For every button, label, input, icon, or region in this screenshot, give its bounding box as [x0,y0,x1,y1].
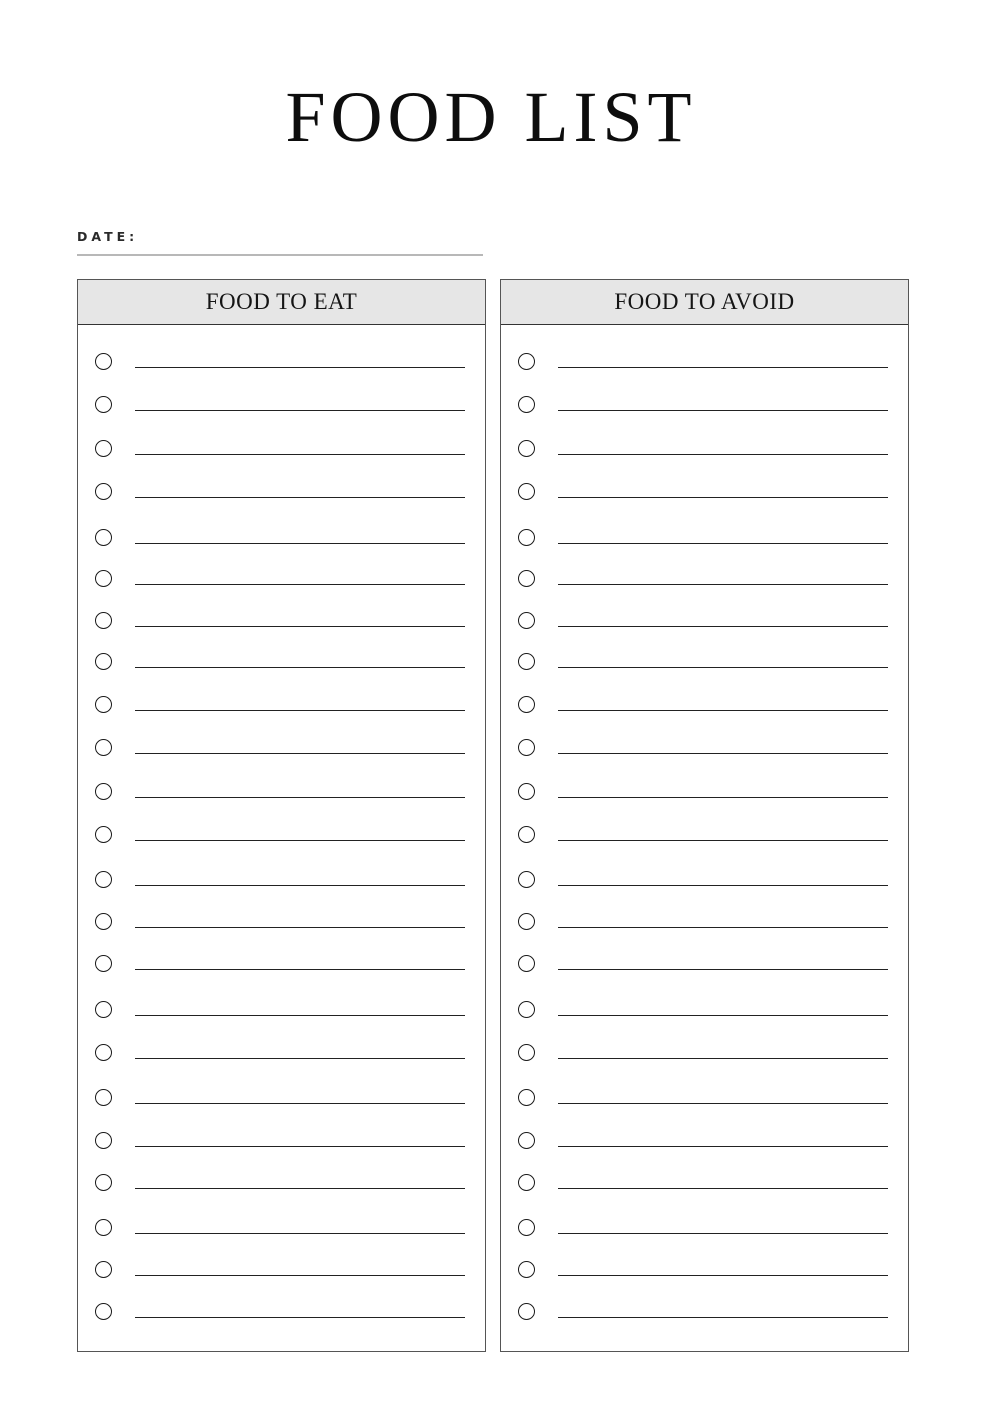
write-in-line[interactable] [135,367,465,368]
food-to-avoid-list [501,280,908,1351]
checkbox-circle[interactable] [518,440,535,457]
checkbox-circle[interactable] [518,955,535,972]
write-in-line[interactable] [558,410,888,411]
list-item [501,739,908,769]
checkbox-circle[interactable] [95,1001,112,1018]
list-item [501,570,908,600]
list-item [501,483,908,513]
list-item [501,913,908,943]
list-item [501,1001,908,1031]
checkbox-circle[interactable] [518,826,535,843]
checkbox-circle[interactable] [95,1089,112,1106]
write-in-line[interactable] [135,1317,465,1318]
list-item [78,483,485,513]
date-label: DATE: [77,229,139,244]
write-in-line[interactable] [558,969,888,970]
checkbox-circle[interactable] [518,913,535,930]
list-item [78,440,485,470]
write-in-line[interactable] [558,840,888,841]
checkbox-circle[interactable] [95,783,112,800]
write-in-line[interactable] [135,543,465,544]
checkbox-circle[interactable] [518,396,535,413]
list-item [78,955,485,985]
write-in-line[interactable] [135,927,465,928]
write-in-line[interactable] [135,410,465,411]
list-item [78,396,485,426]
write-in-line[interactable] [558,667,888,668]
list-item [78,696,485,726]
checkbox-circle[interactable] [518,1089,535,1106]
checkbox-circle[interactable] [95,1132,112,1149]
list-item [501,440,908,470]
page-title: FOOD LIST [285,77,697,157]
checkbox-circle[interactable] [95,570,112,587]
list-item [78,612,485,642]
list-item [78,570,485,600]
checkbox-circle[interactable] [95,396,112,413]
write-in-line[interactable] [558,1058,888,1059]
write-in-line[interactable] [135,840,465,841]
checkbox-circle[interactable] [95,653,112,670]
checkbox-circle[interactable] [518,739,535,756]
list-item [501,353,908,383]
checkbox-circle[interactable] [95,1219,112,1236]
checkbox-circle[interactable] [518,1132,535,1149]
write-in-line[interactable] [135,626,465,627]
list-item [78,353,485,383]
checkbox-circle[interactable] [95,529,112,546]
write-in-line[interactable] [558,367,888,368]
date-field[interactable] [77,254,483,256]
write-in-line[interactable] [558,584,888,585]
list-item [501,612,908,642]
list-item [78,913,485,943]
checkbox-circle[interactable] [95,483,112,500]
list-item [78,1044,485,1074]
list-item [78,739,485,769]
write-in-line[interactable] [135,797,465,798]
list-item [78,1089,485,1119]
list-item [501,396,908,426]
checkbox-circle[interactable] [518,696,535,713]
checkbox-circle[interactable] [95,353,112,370]
food-to-eat-list [78,280,485,1351]
write-in-line[interactable] [558,1015,888,1016]
list-item [501,783,908,813]
write-in-line[interactable] [135,969,465,970]
checkbox-circle[interactable] [95,696,112,713]
list-item [78,1303,485,1333]
list-item [78,1001,485,1031]
list-item [501,1303,908,1333]
write-in-line[interactable] [558,1188,888,1189]
checkbox-circle[interactable] [95,1303,112,1320]
checkbox-circle[interactable] [518,570,535,587]
list-item [78,871,485,901]
list-item [501,1132,908,1162]
list-item [78,1261,485,1291]
list-item [501,1219,908,1249]
checkbox-circle[interactable] [518,1174,535,1191]
checkbox-circle[interactable] [95,955,112,972]
write-in-line[interactable] [135,1058,465,1059]
checkbox-circle[interactable] [518,529,535,546]
list-item [501,1261,908,1291]
list-item [78,529,485,559]
write-in-line[interactable] [135,710,465,711]
write-in-line[interactable] [558,927,888,928]
write-in-line[interactable] [558,543,888,544]
list-item [501,1044,908,1074]
write-in-line[interactable] [558,1103,888,1104]
write-in-line[interactable] [135,1233,465,1234]
list-item [501,955,908,985]
checkbox-circle[interactable] [95,913,112,930]
write-in-line[interactable] [558,885,888,886]
checkbox-circle[interactable] [95,739,112,756]
write-in-line[interactable] [135,1275,465,1276]
write-in-line[interactable] [558,1317,888,1318]
write-in-line[interactable] [558,454,888,455]
list-item [78,783,485,813]
list-item [501,529,908,559]
checkbox-circle[interactable] [95,1174,112,1191]
list-item [501,653,908,683]
write-in-line[interactable] [135,753,465,754]
checkbox-circle[interactable] [95,1261,112,1278]
checkbox-circle[interactable] [518,1261,535,1278]
food-to-avoid-column [500,279,909,1352]
checkbox-circle[interactable] [518,1044,535,1061]
write-in-line[interactable] [558,710,888,711]
list-item [501,1174,908,1204]
checkbox-circle[interactable] [95,826,112,843]
checkbox-circle[interactable] [95,440,112,457]
write-in-line[interactable] [135,1146,465,1147]
list-item [501,1089,908,1119]
list-item [501,696,908,726]
write-in-line[interactable] [558,497,888,498]
checkbox-circle[interactable] [518,1303,535,1320]
list-item [78,1174,485,1204]
write-in-line[interactable] [135,1103,465,1104]
write-in-line[interactable] [135,885,465,886]
write-in-line[interactable] [558,1146,888,1147]
list-item [78,1132,485,1162]
checkbox-circle[interactable] [518,653,535,670]
write-in-line[interactable] [558,1233,888,1234]
write-in-line[interactable] [135,454,465,455]
list-item [78,1219,485,1249]
write-in-line[interactable] [135,1015,465,1016]
checkbox-circle[interactable] [518,353,535,370]
checkbox-circle[interactable] [95,612,112,629]
list-item [501,826,908,856]
write-in-line[interactable] [135,584,465,585]
food-to-eat-column [77,279,486,1352]
list-item [78,826,485,856]
food-to-avoid-header: FOOD TO AVOID [501,280,908,325]
write-in-line[interactable] [558,626,888,627]
write-in-line[interactable] [135,1188,465,1189]
checkbox-circle[interactable] [95,871,112,888]
checkbox-circle[interactable] [518,783,535,800]
list-item [78,653,485,683]
write-in-line[interactable] [558,797,888,798]
checkbox-circle[interactable] [95,1044,112,1061]
checkbox-circle[interactable] [518,1001,535,1018]
checkbox-circle[interactable] [518,483,535,500]
list-item [501,871,908,901]
write-in-line[interactable] [135,497,465,498]
write-in-line[interactable] [135,667,465,668]
food-to-eat-header: FOOD TO EAT [78,280,485,325]
checkbox-circle[interactable] [518,871,535,888]
checkbox-circle[interactable] [518,1219,535,1236]
write-in-line[interactable] [558,753,888,754]
checkbox-circle[interactable] [518,612,535,629]
write-in-line[interactable] [558,1275,888,1276]
